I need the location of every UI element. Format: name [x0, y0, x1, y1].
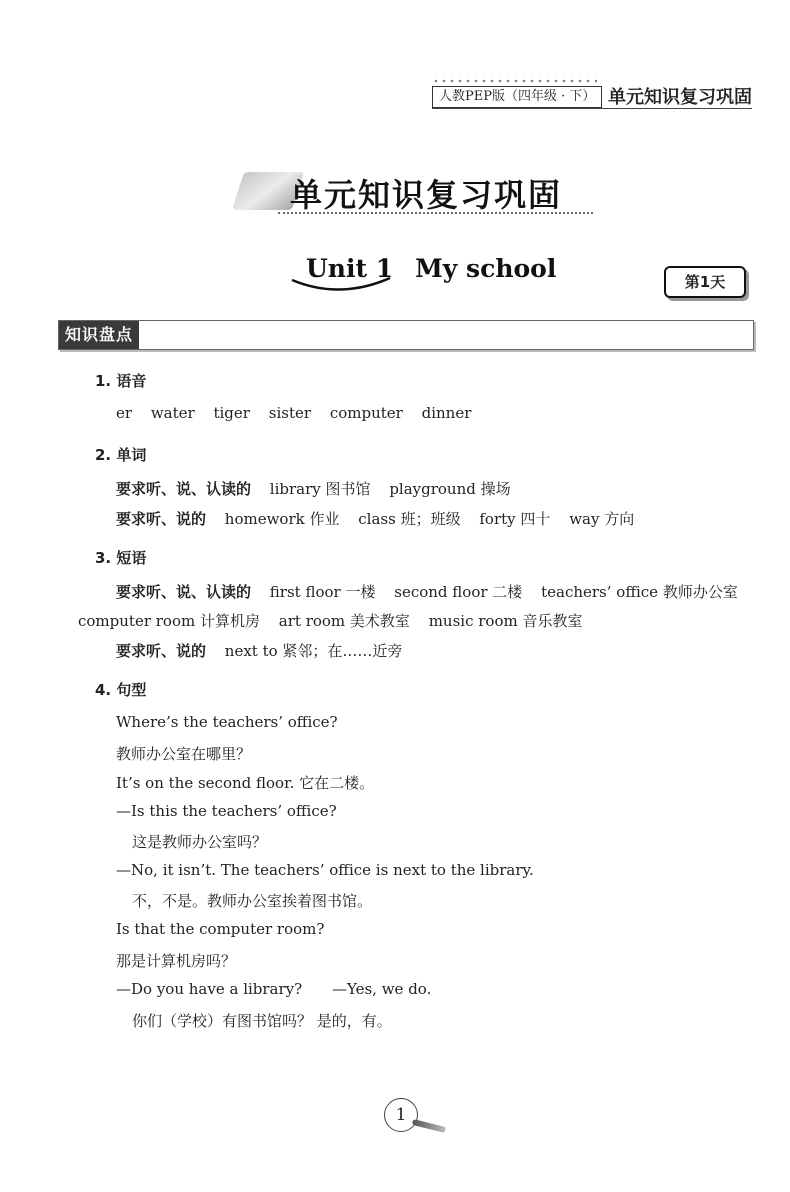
edition-label: 人教PEP版（四年级 · 下） — [432, 86, 602, 108]
header-title: 单元知识复习巩固 — [608, 87, 752, 108]
phrase-item: computer room 计算机房 — [78, 612, 260, 630]
word: sister — [268, 404, 312, 422]
running-header — [432, 78, 752, 108]
phrase-item: art room 美术教室 — [278, 612, 410, 630]
word: tiger — [213, 404, 250, 422]
s4-heading: 4. 句型 — [95, 681, 147, 699]
row-label: 要求听、说、认读的 — [116, 480, 252, 498]
unit-topic: My school — [415, 254, 557, 283]
section-bar — [58, 320, 754, 350]
sentence: —Is this the teachers’ office? — [116, 802, 337, 820]
phrase-item: second floor 二楼 — [394, 583, 523, 601]
vocab-item: class 班；班级 — [358, 510, 461, 528]
phrase-item: music room 音乐教室 — [428, 612, 583, 630]
vocab-item: playground 操场 — [389, 480, 511, 498]
phrase-item: teachers’ office 教师办公室 — [541, 583, 738, 601]
phrase-item: next to 紧邻；在……近旁 — [224, 642, 403, 660]
header-rule — [432, 108, 752, 109]
vocab-item: forty 四十 — [479, 510, 551, 528]
main-title-block — [238, 168, 593, 218]
word: computer — [329, 404, 403, 422]
sentence: —No, it isn’t. The teachers’ office is next to the library. — [116, 861, 534, 879]
main-title: 单元知识复习巩固 — [290, 176, 563, 214]
word: er — [116, 404, 133, 422]
sentence: —Yes, we do. — [332, 980, 432, 998]
s1-words — [116, 404, 471, 422]
word: dinner — [421, 404, 472, 422]
unit-swoosh-icon — [290, 276, 396, 296]
vocab-item: way 方向 — [569, 510, 635, 528]
sentence: Where’s the teachers’ office? — [116, 713, 338, 731]
phrase-item: first floor 一楼 — [269, 583, 376, 601]
s3-row-1-cont — [78, 610, 582, 631]
s3-row-1 — [116, 581, 738, 602]
word: water — [150, 404, 195, 422]
sentence: It’s on the second floor. 它在二楼。 — [116, 774, 375, 792]
page-number: 1 — [384, 1098, 418, 1132]
sentence: 不，不是。教师办公室挨着图书馆。 — [132, 892, 373, 910]
s3-heading: 3. 短语 — [95, 549, 147, 567]
sentence: 教师办公室在哪里？ — [116, 745, 252, 763]
unit-number: Unit 1 — [306, 254, 394, 283]
page-number-block — [384, 1098, 454, 1134]
row-label: 要求听、说、认读的 — [116, 583, 252, 601]
vocab-item: library 图书馆 — [269, 480, 371, 498]
section-label: 知识盘点 — [59, 321, 139, 349]
row-label: 要求听、说的 — [116, 510, 207, 528]
vocab-item: homework 作业 — [224, 510, 340, 528]
s2-row-1 — [116, 478, 511, 499]
sentence: 这是教师办公室吗？ — [132, 833, 268, 851]
sentence: 你们（学校）有图书馆吗？ 是的，有。 — [132, 1012, 392, 1030]
day-badge: 第1天 — [664, 266, 746, 298]
s1-heading: 1. 语音 — [95, 372, 147, 390]
row-label: 要求听、说的 — [116, 642, 207, 660]
s3-row-2 — [116, 640, 402, 661]
s2-row-2 — [116, 508, 634, 529]
header-dot-row — [432, 78, 597, 84]
sentence: Is that the computer room? — [116, 920, 325, 938]
sentence: 那是计算机房吗？ — [116, 952, 237, 970]
title-underline — [278, 212, 593, 214]
magnifier-handle-icon — [412, 1119, 446, 1133]
sentence: —Do you have a library? — [116, 980, 303, 998]
s2-heading: 2. 单词 — [95, 446, 147, 464]
